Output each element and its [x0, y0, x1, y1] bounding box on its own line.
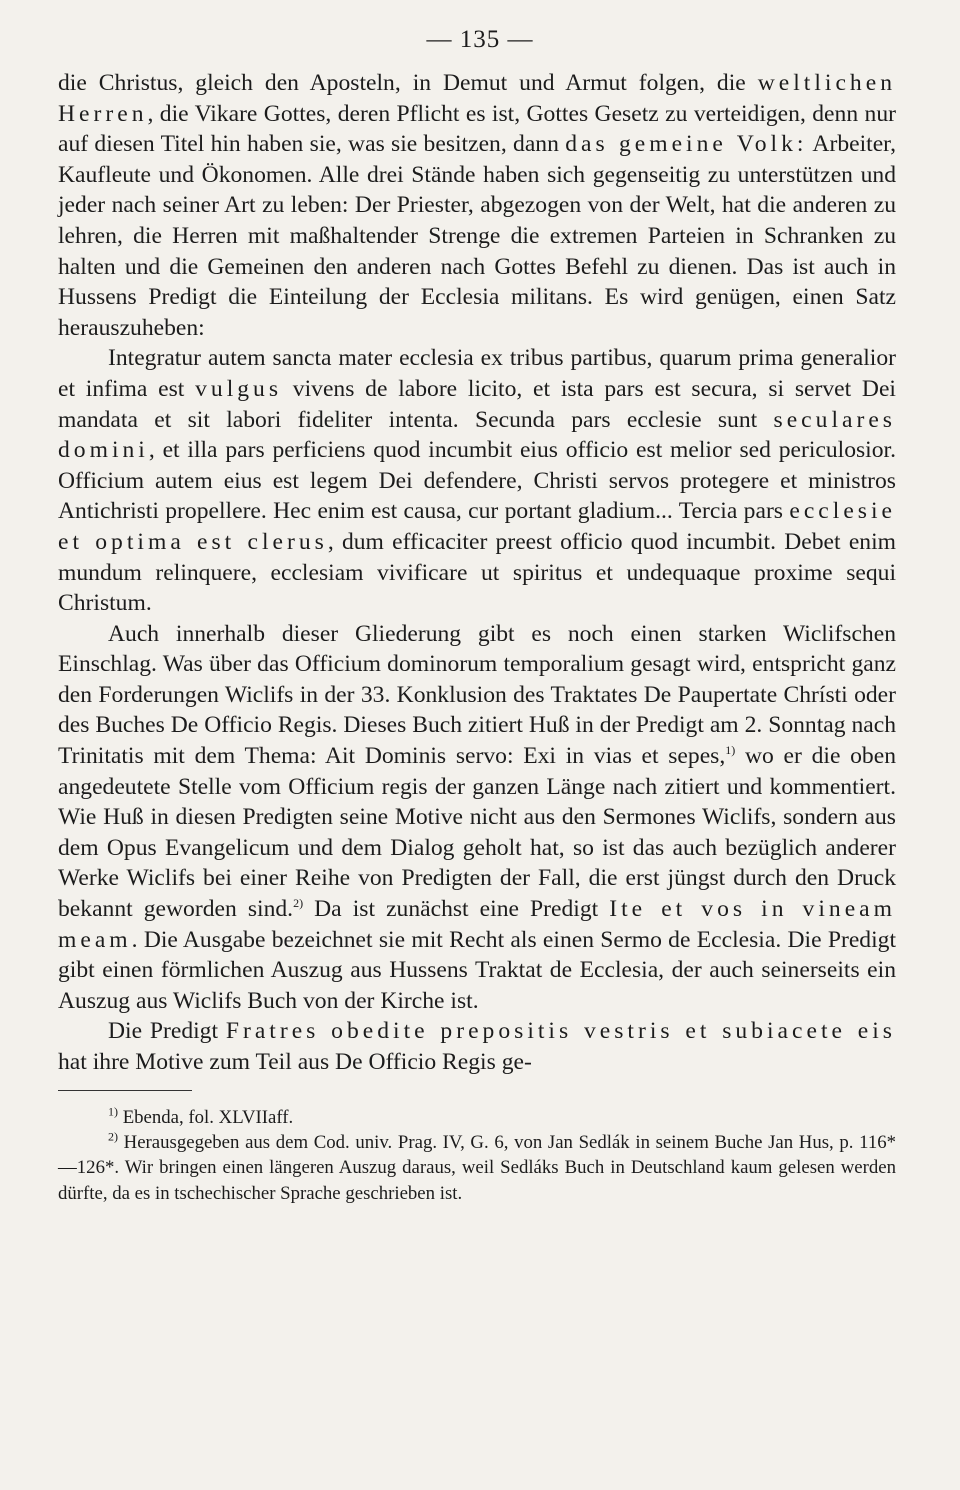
spaced-emphasis: weltlichen Herren: [58, 70, 896, 127]
latin-quotation: [58, 343, 896, 618]
text-run: , dum efficaciter preest officio quod incumbit. Debet enim mundum relinquere, ecclesiam vivificare ut spiritus et undequaque proxime sequi Christum.: [58, 528, 896, 617]
footnotes: [58, 1105, 896, 1207]
text-run: . Die Ausgabe bezeichnet sie mit Recht als einen Sermo de Ecclesia. Die Predigt gibt einen förmlichen Auszug aus Hussens Traktat de Ecclesia, der auch seinerseits ein Auszug aus Wiclifs Buch von der Kirche ist.: [58, 926, 896, 1014]
footnote-marker: 1): [725, 743, 736, 758]
text-run: , die Vikare Gottes, deren Pflicht es ist, Gottes Gesetz zu verteidigen, denn nur auf diesen Titel hin haben sie, was sie besitzen, dann: [58, 100, 896, 158]
text-run: vivens de labore licito, et ista pars est secura, si servet Dei mandata et sit labori fideliter intenta. Secunda pars ecclesie sunt: [58, 375, 896, 433]
spaced-emphasis: Ite et vos in vineam meam: [58, 896, 897, 953]
text-run: , et illa pars perficiens quod incumbit eius officio est melior sed periculosior. Officium autem eius est legem Dei defendere, Christi servos protegere et ministros Antichristi propellere. Hec enim est causa, cur portant gladium... Tercia pars: [58, 437, 896, 525]
footnote-marker: 1): [108, 1104, 118, 1119]
text-run: wo er die oben angedeutete Stelle vom Officium regis der ganzen Länge nach zitiert und kommentiert. Wie Huß in diesen Predigten seine Motive nicht aus den Sermones Wiclifs, sondern aus dem Opus Evangelicum und dem Dialog geholt hat, so ist das auch bezüglich anderer Werke Wiclifs bei einer Reihe von Predigten der Fall, die erst jüngst durch den Druck bekannt geworden sind.: [58, 743, 897, 923]
page-number: — 135 —: [426, 26, 534, 53]
text-run: Integratur autem sancta mater ecclesia ex tribus partibus, quarum prima generalior et infima est: [58, 345, 896, 402]
paragraph: [58, 619, 896, 1017]
spaced-emphasis: seculares domini: [58, 406, 896, 464]
text-run: Da ist zunächst eine Predigt: [303, 896, 610, 923]
footnote: [58, 1105, 896, 1130]
spaced-emphasis: das gemeine Volk:: [565, 131, 808, 158]
text-run: Arbeiter, Kaufleute und Ökonomen. Alle drei Stände haben sich gegenseitig zu unterstützen und jeder nach seiner Art zu leben: Der Priester, abgezogen von der Welt, hat die anderen zu lehren, die Herren mit maßhaltender Strenge die extremen Parteien in Schranken zu halten und die Gemeinen den anderen nach Gottes Befehl zu dienen. Das ist auch in Hussens Predigt die Einteilung der Ecclesia militans. Es wird genügen, einen Satz herauszuheben:: [58, 131, 896, 341]
footnote-marker: 2): [293, 896, 304, 911]
text-run: Ebenda, fol. XLVIIaff.: [118, 1106, 294, 1128]
text-run: Auch innerhalb dieser Gliederung gibt es noch einen starken Wiclifschen Einschlag. Was über das Officium dominorum temporalium gesagt wird, entspricht ganz den Forderungen Wiclifs in der 33. Konklusion des Traktates De Paupertate Chrísti oder des Buches De Officio Regis. Dieses Buch zitiert Huß in der Predigt am 2. Sonntag nach Trinitatis mit dem Thema: Ait Dominis servo: Exi in vias et sepes,: [58, 620, 896, 770]
footnote: [58, 1130, 896, 1206]
text-run: Herausgegeben aus dem Cod. univ. Prag. IV, G. 6, von Jan Sedlák in seinem Buche Jan Hus, p. 116*—126*. Wir bringen einen längeren Auszug daraus, weil Sedláks Buch in Deutschland kaum gelesen werden dürfte, da es in tschechischer Sprache geschrieben ist.: [58, 1132, 896, 1204]
footnote-divider: [58, 1090, 192, 1091]
text-run: Die Predigt: [108, 1018, 226, 1045]
spaced-emphasis: Fratres obedite prepositis vestris et subiacete eis: [225, 1018, 896, 1045]
paragraph: [58, 1016, 896, 1077]
text-run: die Christus, gleich den Aposteln, in Demut und Armut folgen, die: [58, 70, 758, 96]
spaced-emphasis: vulgus: [195, 375, 283, 402]
main-text: [58, 68, 896, 1078]
paragraph: [58, 68, 896, 343]
footnote-marker: 2): [108, 1129, 118, 1144]
text-run: hat ihre Motive zum Teil aus De Officio Regis ge-: [58, 1049, 532, 1075]
spaced-emphasis: ecclesie et optima est clerus: [58, 498, 896, 555]
